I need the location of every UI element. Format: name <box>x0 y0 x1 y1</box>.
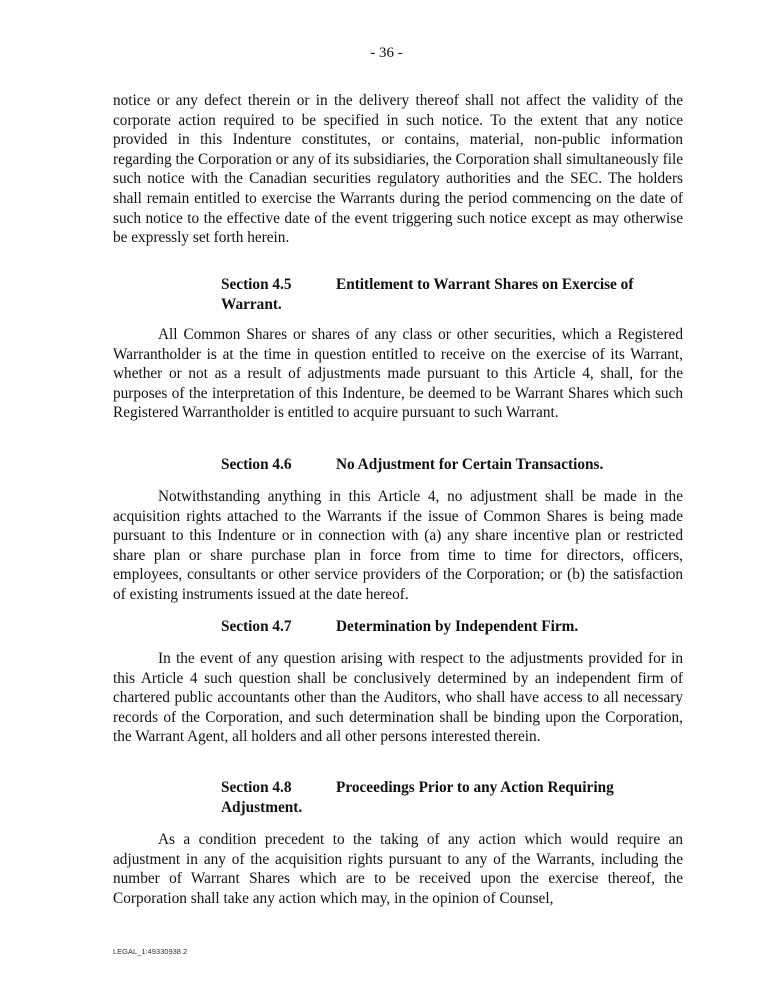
section-title: Entitlement to Warrant Shares on Exercise of <box>336 276 634 293</box>
section-title: No Adjustment for Certain Transactions. <box>336 456 604 473</box>
section-heading-4-5 <box>221 275 691 314</box>
section-title: Proceedings Prior to any Action Requiring <box>336 779 614 796</box>
section-number: Section 4.5 <box>221 276 292 293</box>
paragraph-no-adjustment: Notwithstanding anything in this Article 4, no adjustment shall be made in the acquisition rights attached to the Warrants if the issue of Common Shares is being made pursuant to this Indenture or in connection with (a) any share incentive plan or restricted share plan or share purchase plan in force from time to time for directors, officers, employees, consultants or other service providers of the Corporation; or (b) the satisfaction of existing instruments issued at the date hereof. <box>113 488 683 603</box>
paragraph-determination: In the event of any question arising with respect to the adjustments provided for in this Article 4 such question shall be conclusively determined by an independent firm of chartered public accountants other than the Auditors, who shall have access to all necessary records of the Corporation, and such determination shall be binding upon the Corporation, the Warrant Agent, all holders and all other persons interested therein. <box>113 650 683 746</box>
section-heading-4-7 <box>221 617 691 637</box>
paragraph-entitlement: All Common Shares or shares of any class or other securities, which a Registered Warrantholder is at the time in question entitled to receive on the exercise of its Warrant, whether or not as a result of adjustments made pursuant to this Article 4, shall, for the purposes of the interpretation of this Indenture, be deemed to be Warrant Shares which such Registered Warrantholder is entitled to acquire pursuant to such Warrant. <box>113 326 683 422</box>
document-id: LEGAL_1:49330938.2 <box>113 947 188 956</box>
section-heading-4-8 <box>221 778 691 817</box>
section-title-continued: Warrant. <box>221 295 282 313</box>
page-number: - 36 - <box>370 45 403 61</box>
section-title-continued: Adjustment. <box>221 798 303 816</box>
section-title: Determination by Independent Firm. <box>336 618 579 635</box>
section-number: Section 4.8 <box>221 779 292 796</box>
section-number: Section 4.6 <box>221 456 292 473</box>
paragraph-notice-continuation: notice or any defect therein or in the delivery thereof shall not affect the validity of the corporate action required to be specified in such notice. To the extent that any notice provided in this Indenture constitutes, or contains, material, non-public information regarding the Corporation or any of its subsidiaries, the Corporation shall simultaneously file such notice with the Canadian securities regulatory authorities and the SEC. The holders shall remain entitled to exercise the Warrants during the period commencing on the date of such notice to the effective date of the event triggering such notice except as may otherwise be expressly set forth herein. <box>113 92 683 247</box>
section-heading-4-6 <box>221 455 691 475</box>
section-number: Section 4.7 <box>221 618 292 635</box>
paragraph-proceedings: As a condition precedent to the taking of any action which would require an adjustment in any of the acquisition rights pursuant to any of the Warrants, including the number of Warrant Shares which are to be received upon the exercise thereof, the Corporation shall take any action which may, in the opinion of Counsel, <box>113 831 683 907</box>
